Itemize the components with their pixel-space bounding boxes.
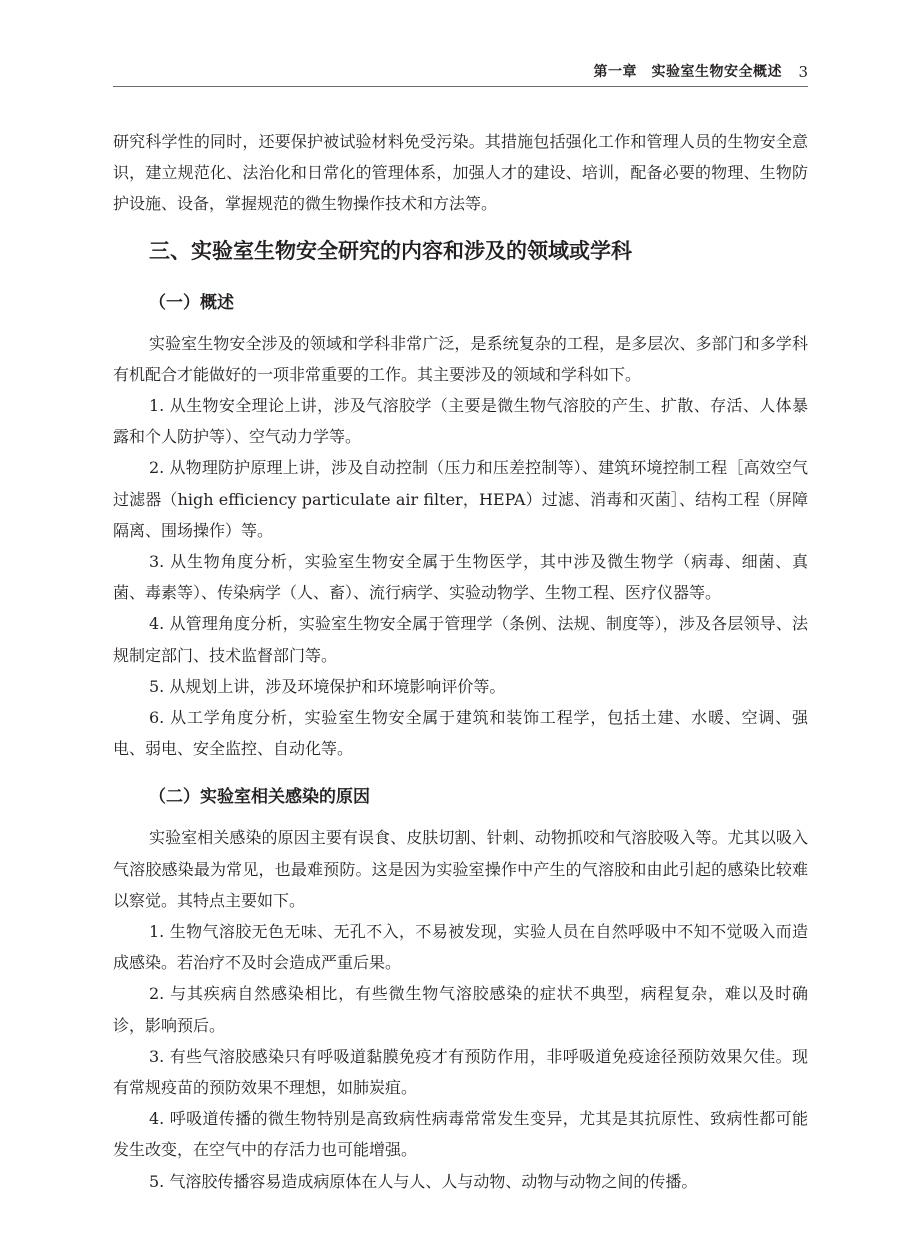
infection-lead-paragraph: 实验室相关感染的原因主要有误食、皮肤切割、针刺、动物抓咬和气溶胶吸入等。尤其以吸入气溶胶感染最为常见，也最难预防。这是因为实验室操作中产生的气溶胶和由此引起的感染比较难以察觉。其特点主要如下。 (113, 828, 808, 910)
page-body (113, 126, 808, 1197)
list-item: 2. 与其疾病自然感染相比，有些微生物气溶胶感染的症状不典型，病程复杂，难以及时确诊，影响预后。 (113, 984, 808, 1035)
overview-lead-paragraph: 实验室生物安全涉及的领域和学科非常广泛，是系统复杂的工程，是多层次、多部门和多学科有机配合才能做好的一项非常重要的工作。其主要涉及的领域和学科如下。 (113, 333, 808, 384)
list-item: 1. 生物气溶胶无色无味、无孔不入，不易被发现，实验人员在自然呼吸中不知不觉吸入而造成感染。若治疗不及时会造成严重后果。 (113, 922, 808, 973)
list-item: 1. 从生物安全理论上讲，涉及气溶胶学（主要是微生物气溶胶的产生、扩散、存活、人体暴露和个人防护等）、空气动力学等。 (113, 396, 808, 447)
list-item: 5. 气溶胶传播容易造成病原体在人与人、人与动物、动物与动物之间的传播。 (149, 1171, 698, 1191)
list-item: 4. 呼吸道传播的微生物特别是高致病性病毒常常发生变异，尤其是其抗原性、致病性都可能发生改变，在空气中的存活力也可能增强。 (113, 1109, 808, 1160)
page-number: 3 (798, 63, 808, 81)
list-item: 6. 从工学角度分析，实验室生物安全属于建筑和装饰工程学，包括土建、水暖、空调、强电、弱电、安全监控、自动化等。 (113, 708, 808, 759)
list-item: 4. 从管理角度分析，实验室生物安全属于管理学（条例、法规、制度等），涉及各层领导、法规制定部门、技术监督部门等。 (113, 614, 808, 665)
running-header (113, 62, 808, 87)
subsection-heading-overview: （一）概述 (149, 292, 234, 313)
subsection-heading-infection-causes: （二）实验室相关感染的原因 (149, 787, 370, 808)
list-item: 3. 有些气溶胶感染只有呼吸道黏膜免疫才有预防作用，非呼吸道免疫途径预防效果欠佳。现有常规疫苗的预防效果不理想，如肺炭疽。 (113, 1046, 808, 1098)
list-item: 3. 从生物角度分析，实验室生物安全属于生物医学，其中涉及微生物学（病毒、细菌、真菌、毒素等）、传染病学（人、畜）、流行病学、实验动物学、生物工程、医疗仪器等。 (113, 552, 808, 603)
spacer (113, 764, 808, 772)
chapter-title: 第一章 实验室生物安全概述 (593, 64, 782, 80)
intro-paragraph: 研究科学性的同时，还要保护被试验材料免受污染。其措施包括强化工作和管理人员的生物安全意识，建立规范化、法治化和日常化的管理体系，加强人才的建设、培训，配备必要的物理、生物防护设施、设备，掌握规范的微生物操作技术和方法等。 (113, 132, 808, 214)
list-item: 5. 从规划上讲，涉及环境保护和环境影响评价等。 (149, 676, 506, 696)
section-heading: 三、实验室生物安全研究的内容和涉及的领域或学科 (149, 238, 632, 263)
list-item: 2. 从物理防护原理上讲，涉及自动控制（压力和压差控制等）、建筑环境控制工程［高效空气过滤器（high efficiency particulate air filter，HEPA）过滤、消毒和灭菌］、结构工程（屏障隔离、围场操作）等。 (113, 458, 808, 540)
